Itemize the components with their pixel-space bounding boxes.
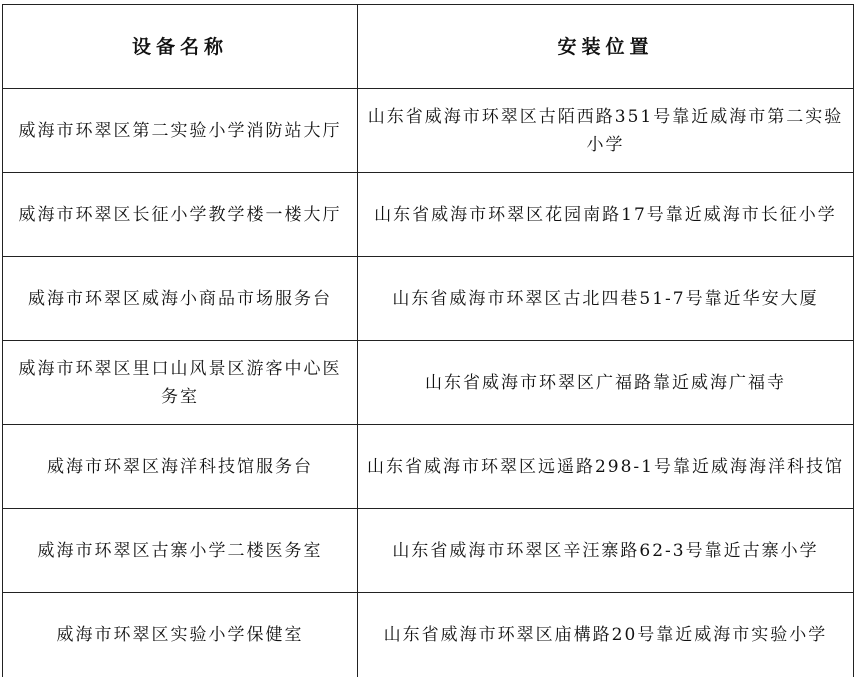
equipment-name-cell: 威海市环翠区长征小学教学楼一楼大厅 [3,173,358,257]
equipment-name-cell: 威海市环翠区里口山风景区游客中心医务室 [3,341,358,425]
install-location-cell: 山东省威海市环翠区花园南路17号靠近威海市长征小学 [358,173,854,257]
equipment-name-cell: 威海市环翠区实验小学保健室 [3,593,358,677]
install-location-cell: 山东省威海市环翠区庙構路20号靠近威海市实验小学 [358,593,854,677]
equipment-name-cell: 威海市环翠区威海小商品市场服务台 [3,257,358,341]
table-row [3,593,854,677]
install-location-cell: 山东省威海市环翠区辛汪寨路62-3号靠近古寨小学 [358,509,854,593]
install-location-cell: 山东省威海市环翠区古陌西路351号靠近威海市第二实验小学 [358,89,854,173]
table-row [3,173,854,257]
table-row [3,341,854,425]
equipment-name-cell: 威海市环翠区海洋科技馆服务台 [3,425,358,509]
table-row [3,509,854,593]
equipment-name-cell: 威海市环翠区第二实验小学消防站大厅 [3,89,358,173]
header-row [3,5,854,89]
install-location-cell: 山东省威海市环翠区广福路靠近威海广福寺 [358,341,854,425]
table-row [3,257,854,341]
header-equipment-name: 设备名称 [3,5,358,89]
table-row [3,425,854,509]
table-row [3,89,854,173]
header-install-location: 安装位置 [358,5,854,89]
install-location-cell: 山东省威海市环翠区古北四巷51-7号靠近华安大厦 [358,257,854,341]
install-location-cell: 山东省威海市环翠区远遥路298-1号靠近威海海洋科技馆 [358,425,854,509]
equipment-table [2,4,854,677]
equipment-name-cell: 威海市环翠区古寨小学二楼医务室 [3,509,358,593]
